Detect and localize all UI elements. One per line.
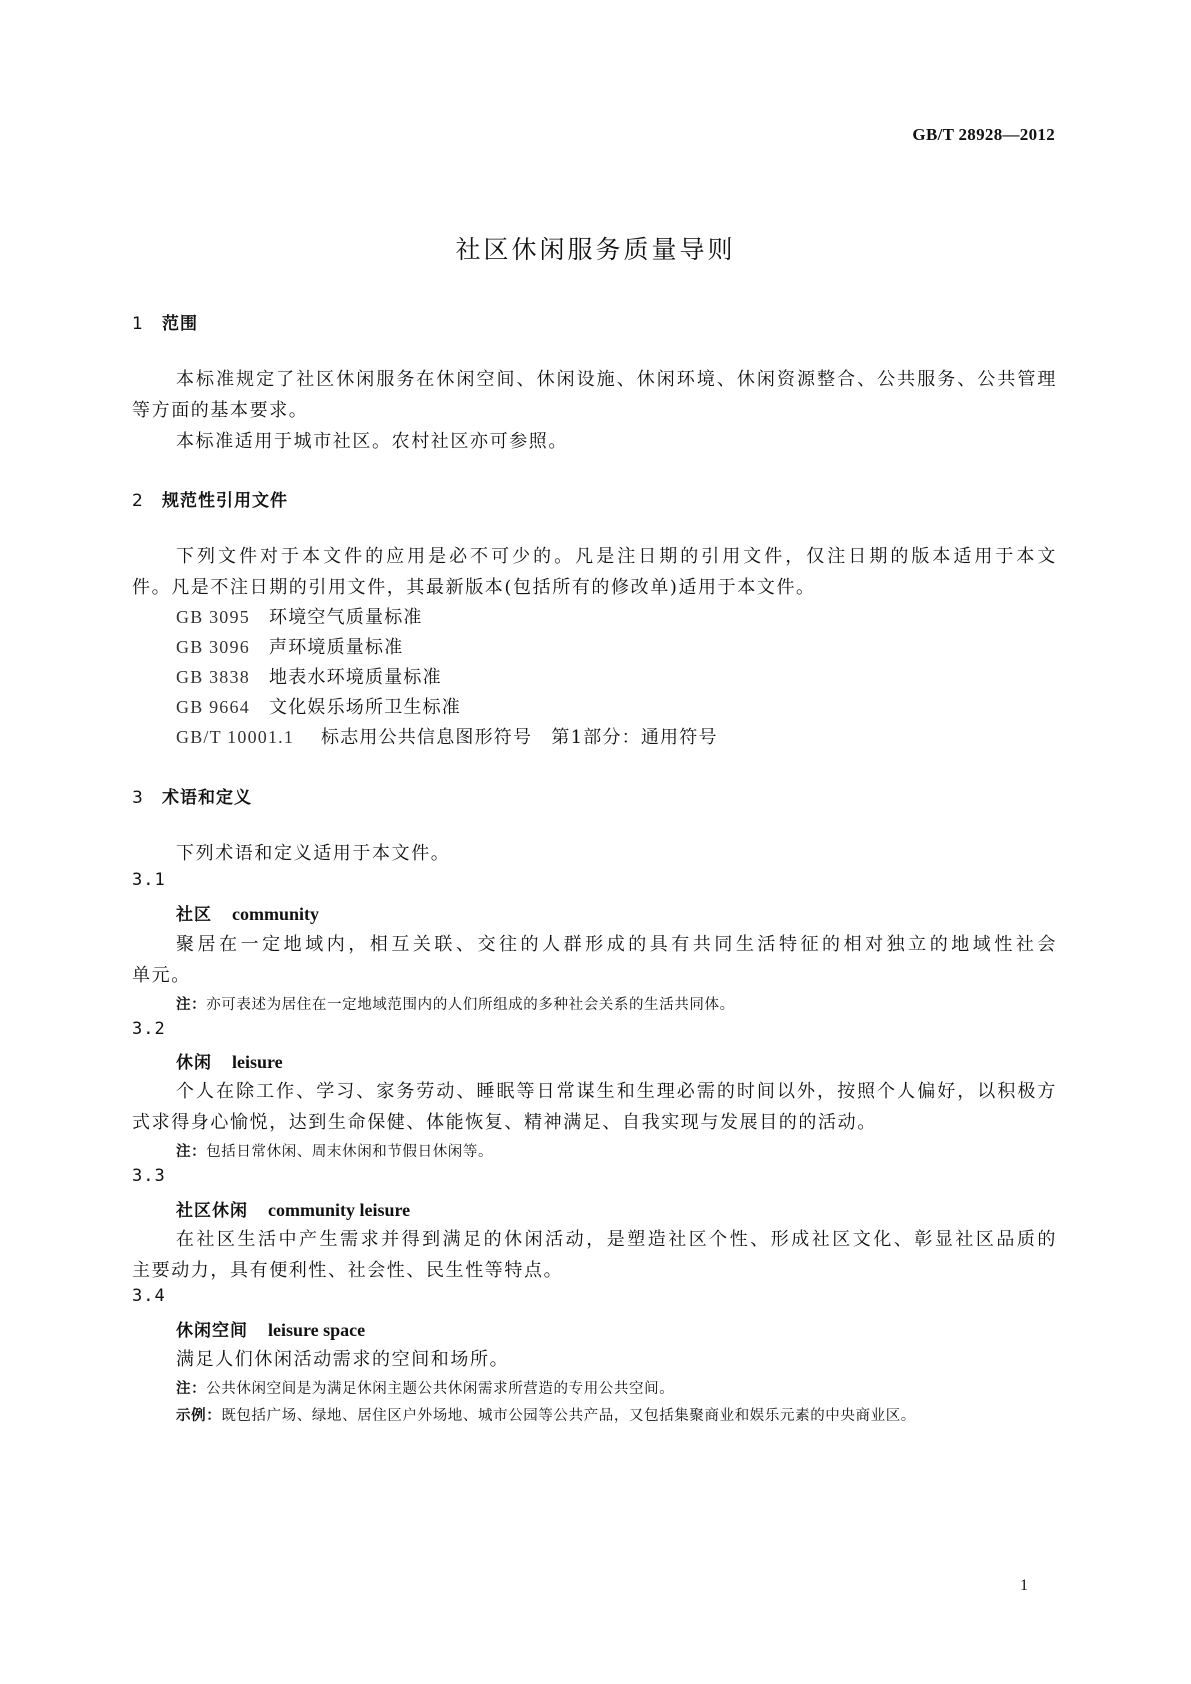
term-number: 3.2 (132, 1019, 166, 1039)
definition-line: 在社区生活中产生需求并得到满足的休闲活动，是塑造社区个性、形成社区文化、彰显社区品质的 (176, 1229, 1057, 1250)
example-label: 示例： (176, 1408, 222, 1424)
reference-item (176, 633, 403, 659)
standard-number: GB/T 28928—2012 (912, 125, 1055, 144)
definition-line: 主要动力，具有便利性、社会性、民生性等特点。 (132, 1260, 564, 1281)
term-heading (176, 900, 319, 925)
section-number: 3 (132, 788, 144, 808)
reference-item (176, 603, 423, 629)
term-english: community leisure (268, 1200, 411, 1220)
reference-code: GB 3095 (176, 607, 250, 627)
definition-line: 聚居在一定地域内，相互关联、交往的人群形成的具有共同生活特征的相对独立的地域性社会 (176, 934, 1057, 955)
reference-name: 环境空气质量标准 (269, 607, 423, 628)
note-text: 包括日常休闲、周末休闲和节假日休闲等。 (206, 1144, 494, 1160)
paragraph-line: 下列术语和定义适用于本文件。 (176, 843, 451, 864)
term-heading (176, 1048, 283, 1073)
term-chinese: 休闲 (176, 1053, 212, 1073)
paragraph-line: 件。凡是不注日期的引用文件，其最新版本(包括所有的修改单)适用于本文件。 (132, 577, 816, 598)
term-chinese: 社区休闲 (176, 1201, 248, 1221)
section-title: 范围 (162, 314, 198, 334)
reference-name: 标志用公共信息图形符号 第1部分：通用符号 (321, 727, 718, 748)
definition-line: 式求得身心愉悦，达到生命保健、体能恢复、精神满足、自我实现与发展目的的活动。 (132, 1112, 877, 1133)
note-label: 注： (176, 1381, 207, 1397)
reference-name: 文化娱乐场所卫生标准 (269, 697, 461, 718)
page-number: 1 (1020, 1577, 1028, 1594)
term-heading (176, 1196, 410, 1221)
term-number: 3.4 (132, 1286, 166, 1306)
term-heading (176, 1316, 365, 1341)
note-text: 亦可表述为居住在一定地域范围内的人们所组成的多种社会关系的生活共同体。 (206, 997, 735, 1013)
note-label: 注： (176, 997, 207, 1013)
section-title: 规范性引用文件 (162, 491, 288, 511)
reference-code: GB 3838 (176, 667, 250, 687)
reference-item (176, 693, 461, 719)
section-2-heading (132, 486, 288, 511)
reference-item (176, 663, 442, 689)
section-1-heading (132, 309, 198, 334)
term-english: leisure space (268, 1320, 366, 1340)
term-example (176, 1404, 916, 1425)
reference-item (176, 723, 718, 749)
note-label: 注： (176, 1144, 207, 1160)
document-title: 社区休闲服务质量导则 (455, 235, 736, 264)
term-number: 3.3 (132, 1166, 166, 1186)
term-english: community (232, 904, 319, 924)
note-text: 公共休闲空间是为满足休闲主题公共休闲需求所营造的专用公共空间。 (206, 1381, 675, 1397)
term-note (176, 993, 735, 1014)
definition-line: 满足人们休闲活动需求的空间和场所。 (176, 1349, 510, 1370)
definition-line: 单元。 (132, 965, 191, 986)
reference-name: 声环境质量标准 (269, 637, 404, 658)
term-number: 3.1 (132, 870, 166, 890)
reference-code: GB 3096 (176, 637, 250, 657)
reference-name: 地表水环境质量标准 (269, 667, 442, 688)
definition-line: 个人在除工作、学习、家务劳动、睡眠等日常谋生和生理必需的时间以外，按照个人偏好，以积极方 (176, 1081, 1057, 1102)
section-number: 1 (132, 314, 144, 334)
paragraph-line: 本标准适用于城市社区。农村社区亦可参照。 (176, 431, 568, 452)
paragraph-line: 本标准规定了社区休闲服务在休闲空间、休闲设施、休闲环境、休闲资源整合、公共服务、公共管理 (176, 369, 1057, 390)
section-3-heading (132, 783, 252, 808)
section-number: 2 (132, 491, 144, 511)
paragraph-line: 下列文件对于本文件的应用是必不可少的。凡是注日期的引用文件，仅注日期的版本适用于本文 (176, 546, 1057, 567)
term-note (176, 1140, 493, 1161)
term-chinese: 社区 (176, 905, 212, 925)
reference-code: GB 9664 (176, 697, 250, 717)
paragraph-line: 等方面的基本要求。 (132, 400, 309, 421)
term-chinese: 休闲空间 (176, 1321, 248, 1341)
term-note (176, 1377, 674, 1398)
term-english: leisure (232, 1052, 283, 1072)
reference-code: GB/T 10001.1 (176, 727, 295, 747)
example-text: 既包括广场、绿地、居住区户外场地、城市公园等公共产品，又包括集聚商业和娱乐元素的中央商业区。 (221, 1408, 916, 1424)
section-title: 术语和定义 (162, 788, 252, 808)
